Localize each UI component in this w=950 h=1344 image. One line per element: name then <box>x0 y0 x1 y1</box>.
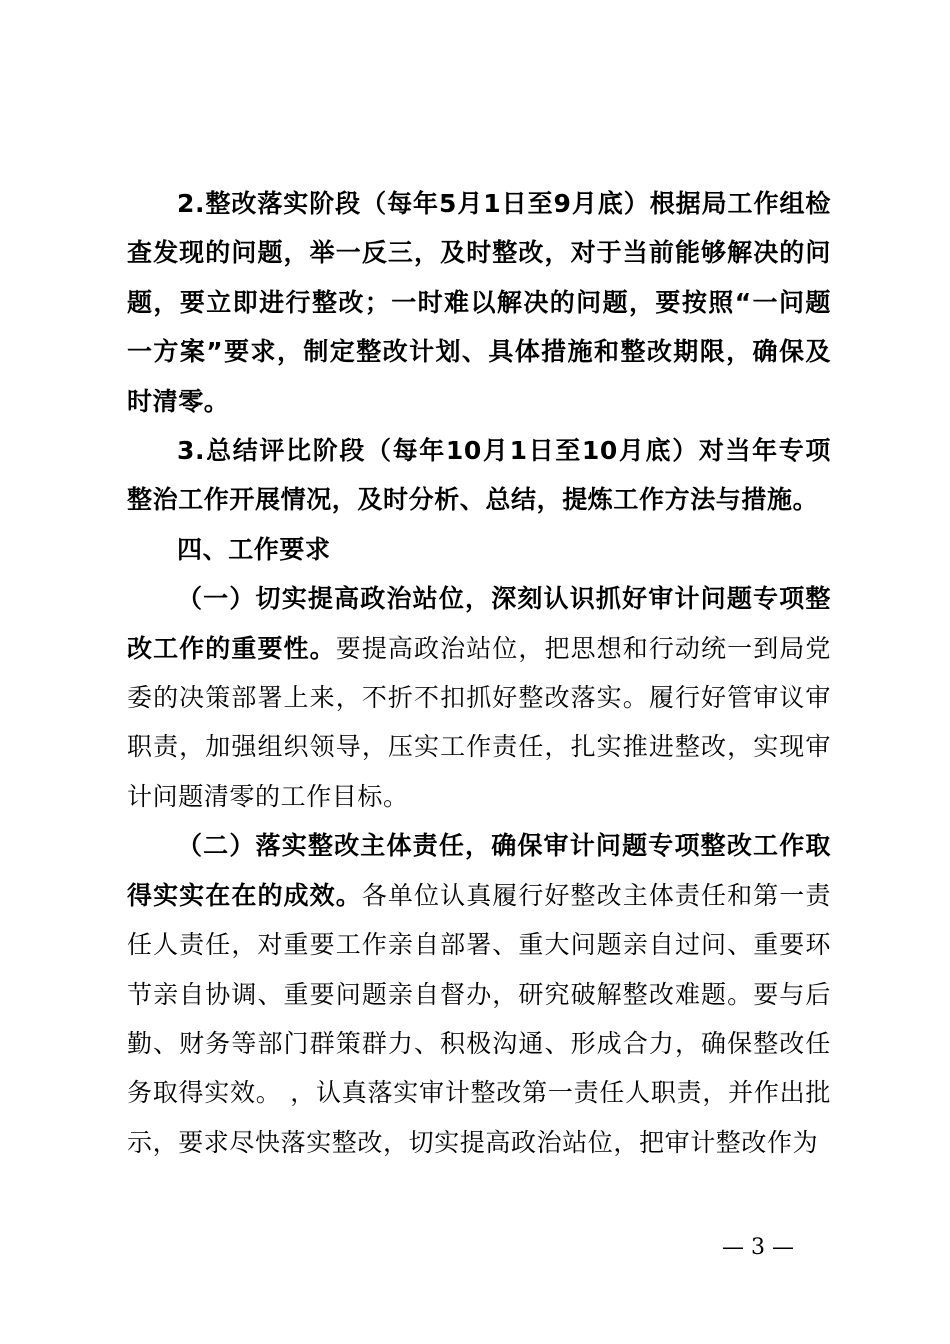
document-body <box>127 179 831 1167</box>
paragraph-heading: 2.整改落实阶段（每年5月1日至9月底）根据局工作组检查发现的问题，举一反三，及时整改，对于当前能够解决的问题，要立即进行整改；一时难以解决的问题，要按照“一问题一方案”要求，制定整改计划、具体措施和整改期限，确保及时清零。 <box>127 189 831 416</box>
section-heading: 四、工作要求 <box>177 534 331 564</box>
paragraph-text: 各单位认真履行好整改主体责任和第一责任人责任，对重要工作亲自部署、重大问题亲自过问、重要环节亲自协调、重要问题亲自督办，研究破解整改难题。要与后勤、财务等部门群策群力、积极沟通、形成合力，确保整改任务取得实效。 ，认真落实审计整改第一责任人职责，并作出批示，要求尽快落实整改，切实提高政治站位，把审计整改作为 <box>127 880 831 1157</box>
page-number: — 3 — <box>722 1235 794 1260</box>
paragraph-heading: （一）切实提高政治站位，深刻认识抓好审计问题专项整改工作的重要性。 <box>127 584 831 663</box>
section-heading-work-requirements <box>127 525 831 574</box>
paragraph-heading: 3.总结评比阶段（每年10月1日至10月底）对当年专项整治工作开展情况，及时分析、总结，提炼工作方法与措施。 <box>127 436 831 515</box>
paragraph-requirement-one <box>127 574 831 821</box>
paragraph-requirement-two <box>127 821 831 1167</box>
paragraph-summary-stage <box>127 426 831 525</box>
paragraph-heading: （二）落实整改主体责任，确保审计问题专项整改工作取得实实在在的成效。 <box>127 831 831 910</box>
paragraph-rectification-stage <box>127 179 831 426</box>
paragraph-text: 要提高政治站位，把思想和行动统一到局党委的决策部署上来，不折不扣抓好整改落实。履行好管审议审职责，加强组织领导，压实工作责任，扎实推进整改，实现审计问题清零的工作目标。 <box>127 633 831 811</box>
